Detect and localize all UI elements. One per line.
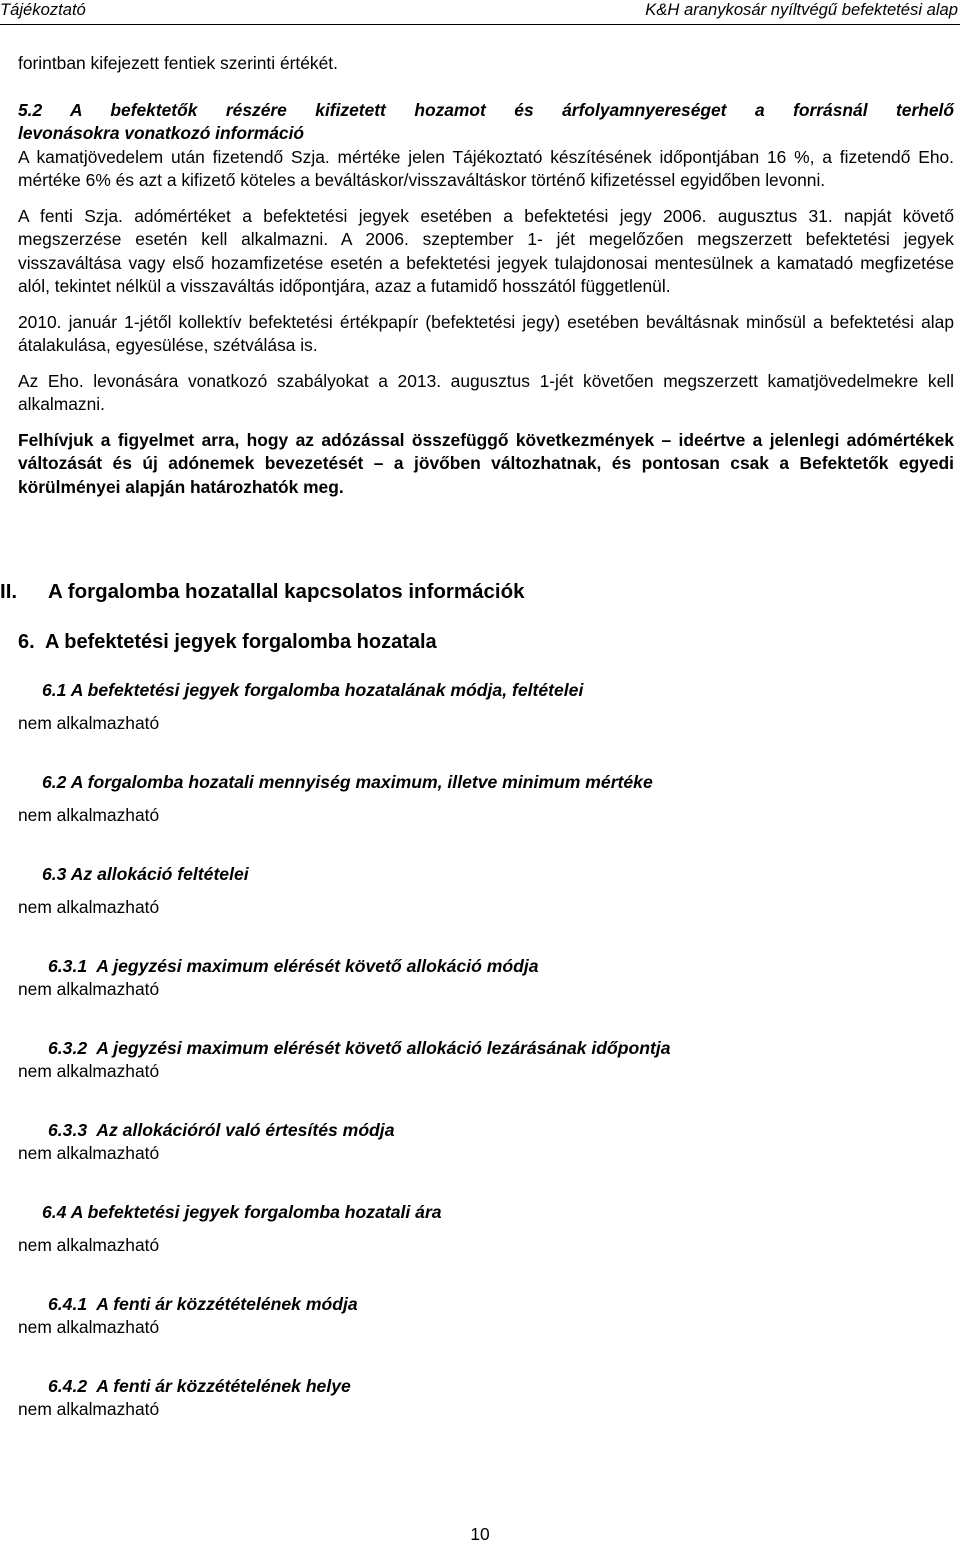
subsection-value: nem alkalmazható (18, 1061, 160, 1081)
page-number: 10 (470, 1524, 490, 1544)
subsection-title: 6.3.3 Az allokációról való értesítés módja (48, 1120, 395, 1140)
header-right-title: K&H aranykosár nyíltvégű befektetési alap (645, 0, 958, 19)
section-6-title: 6. A befektetési jegyek forgalomba hozatala (18, 631, 437, 653)
paragraph-2010-redemption: 2010. január 1-jétől kollektív befektetési értékpapír (befektetési jegy) esetében beváltásnak minősül a befektetési alap átalakulása, egyesülése, szétválása is. (18, 311, 954, 355)
subsection-block (18, 1083, 954, 1165)
subsection-block (18, 735, 954, 827)
paragraph-szja-applicability: A fenti Szja. adómértéket a befektetési jegyek esetében a befektetési jegy 2006. augusztus 31. napját követő megszerzése esetén kell alkalmazni. A 2006. szeptember 1- jét megelőzően megszerzett befektetési jegyek visszaváltása vagy első hozamfizetése esetén a befektetési jegyek tulajdonosai mentesülnek a kamatadó megfizetése alól, tekintet nélkül a visszaváltás időpontjára, azaz a futamidő hosszától függetlenül. (18, 205, 954, 296)
subsection-value: nem alkalmazható (18, 713, 160, 733)
subsection-value: nem alkalmazható (18, 897, 160, 917)
subsection-block (18, 655, 954, 735)
subsection-value: nem alkalmazható (18, 1235, 160, 1255)
subsection-value: nem alkalmazható (18, 1399, 160, 1419)
subsection-value: nem alkalmazható (18, 1317, 160, 1337)
subsection-block (18, 1001, 954, 1083)
page-header (0, 0, 960, 25)
subsection-value: nem alkalmazható (18, 1143, 160, 1163)
subsection-title: 6.3.1 A jegyzési maximum elérését követő allokáció módja (48, 956, 539, 976)
subsection-title: 6.4.1 A fenti ár közzétételének módja (48, 1294, 358, 1314)
chapter-number: II. (0, 580, 18, 603)
subsection-value: nem alkalmazható (18, 979, 160, 999)
subsection-title: 6.2 A forgalomba hozatali mennyiség maximum, illetve minimum mértéke (42, 772, 653, 792)
paragraph-eho-rules: Az Eho. levonására vonatkozó szabályokat a 2013. augusztus 1-jét követően megszerzett kamatjövedelmekre kell alkalmazni. (18, 370, 954, 414)
subsection-block (18, 1339, 954, 1421)
subsection-title: 6.4 A befektetési jegyek forgalomba hozatali ára (42, 1202, 442, 1222)
subsection-block (18, 1165, 954, 1257)
paragraph-tax-rates: A kamatjövedelem után fizetendő Szja. mértéke jelen Tájékoztató készítésének időpontjában 16 %, a fizetendő Eho. mértéke 6% és azt a kifizető köteles a beváltáskor/visszaváltáskor történő kifizetéssel egyidőben levonni. (18, 146, 954, 190)
subsection-block (18, 919, 954, 1001)
paragraph-warning: Felhívjuk a figyelmet arra, hogy az adózással összefüggő következmények – ideértve a jelenlegi adómértékek változását és új adónemek bevezetését – a jövőben változhatnak, és pontosan csak a Befektetők egyedi körülményei alapján határozhatók meg. (18, 429, 954, 497)
chapter-title: A forgalomba hozatallal kapcsolatos információk (48, 580, 525, 603)
subsection-title: 6.4.2 A fenti ár közzétételének helye (48, 1376, 351, 1396)
subsection-block (18, 827, 954, 919)
intro-line: forintban kifejezett fentiek szerinti értékét. (18, 53, 338, 73)
document-body (0, 52, 954, 1421)
header-left-title: Tájékoztató (0, 0, 86, 19)
subsection-list (18, 655, 954, 1421)
chapter-heading (0, 579, 954, 605)
subsection-value: nem alkalmazható (18, 805, 160, 825)
subsection-title: 6.3 Az allokáció feltételei (42, 864, 249, 884)
section-5-2-heading-line2: levonásokra vonatkozó információ (18, 123, 305, 143)
section-5-2-heading-line1: 5.2 A befektetők részére kifizetett hozamot és árfolyamnyereséget a forrásnál terhelő (18, 99, 954, 120)
subsection-block (18, 1257, 954, 1339)
subsection-title: 6.1 A befektetési jegyek forgalomba hozatalának módja, feltételei (42, 680, 584, 700)
subsection-title: 6.3.2 A jegyzési maximum elérését követő allokáció lezárásának időpontja (48, 1038, 671, 1058)
